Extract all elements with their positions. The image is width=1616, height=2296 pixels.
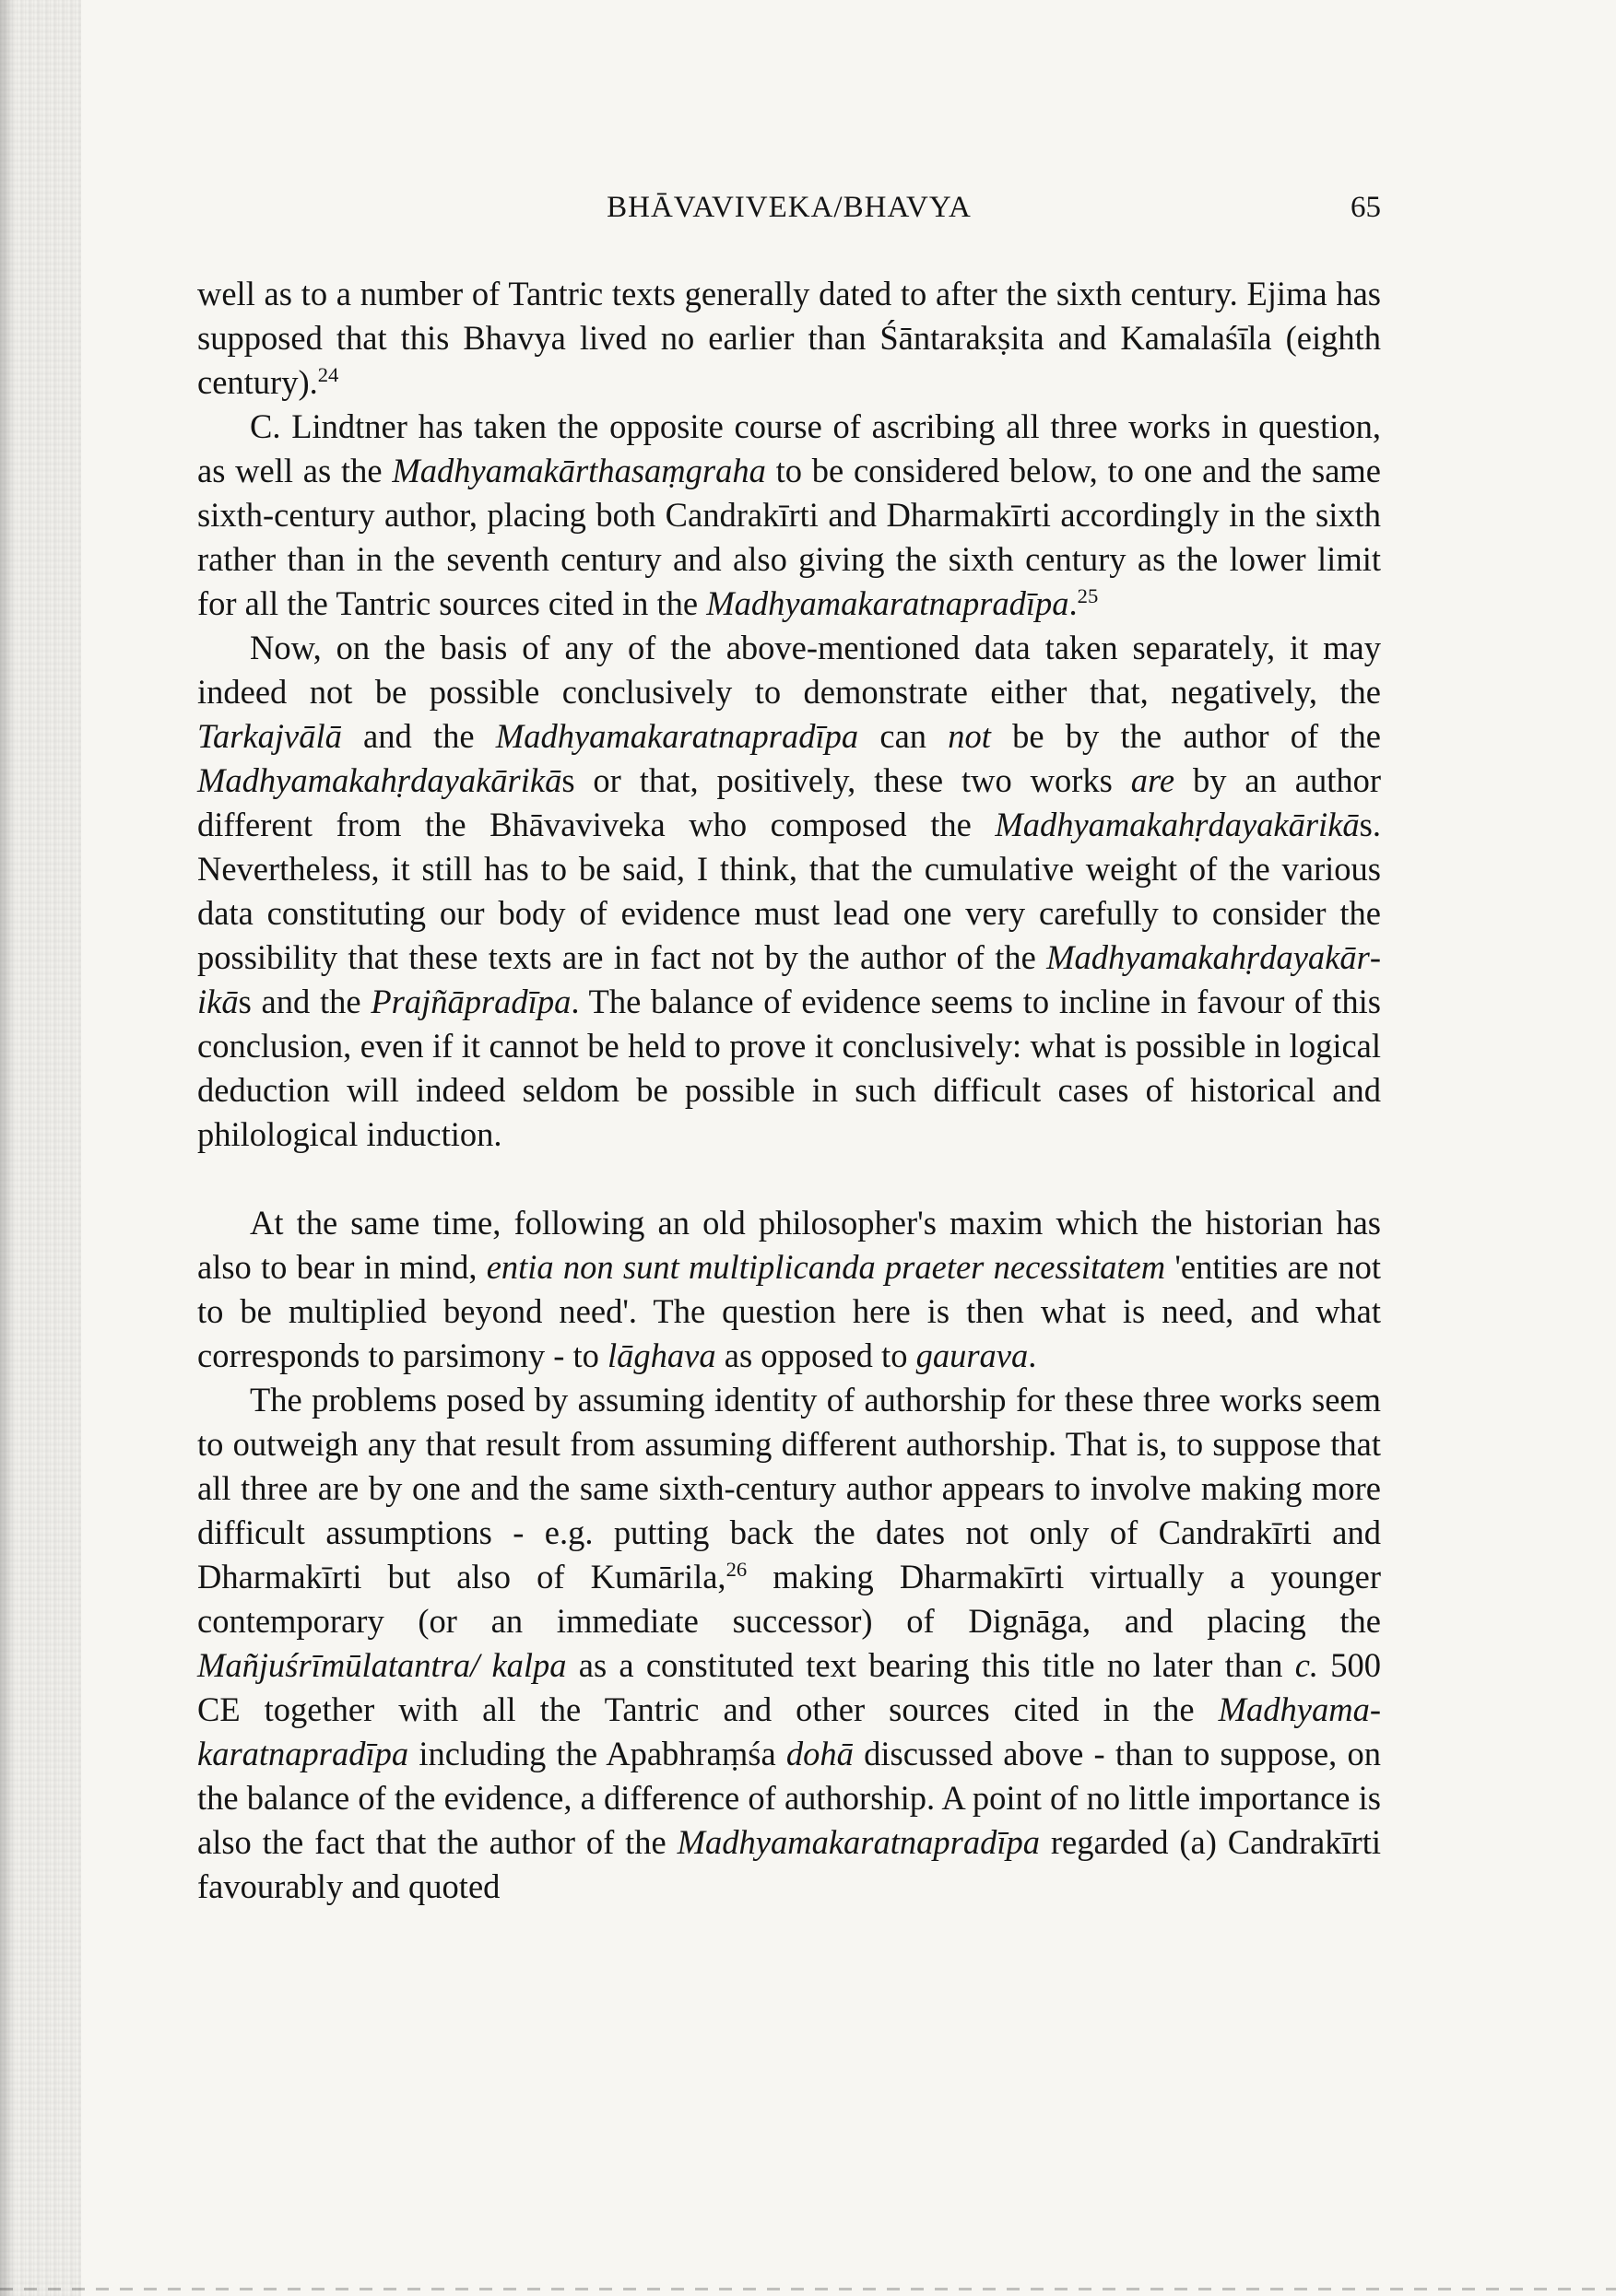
text-run: s. Nevertheless, it still has to be said, I think, that the cumulative weight of the various data constituting our body of evidence must lead one very carefully to consider the possibility that these texts are in fact not by the author of the	[197, 806, 1381, 976]
abbrev-italic: c.	[1294, 1646, 1319, 1684]
emphasis-italic: not	[948, 717, 991, 755]
text-run: can	[858, 717, 949, 755]
title-italic: Madhyamakahṛdayakārikā	[197, 761, 562, 799]
running-head: BHĀVAVIVEKA/BHAVYA	[607, 191, 972, 224]
text-run: s and the	[238, 983, 372, 1020]
text-run: C. Lindtner has taken the opposite course of ascribing all three works in question, as well as the	[197, 407, 1381, 489]
text-run: by an author different from the Bhāvaviveka who composed the	[197, 761, 1382, 843]
text-run: including the Apabhraṃśa	[408, 1735, 786, 1772]
footnote-ref-26: 26	[725, 1557, 748, 1581]
paragraph-2	[197, 405, 1381, 626]
text-run: as opposed to	[715, 1336, 916, 1374]
text-run: . The balance of evidence seems to incline in favour of this conclusion, even if it cannot be held to prove it conclusively: what is possible in logical deduction will indeed seldom be possible in such difficult cases of historical and philological induction.	[197, 983, 1381, 1153]
term-italic: dohā	[785, 1735, 854, 1772]
title-italic: Madhyamakaratnapradīpa	[706, 584, 1069, 622]
text-run: 'entities are not to be multiplied beyond need'. The question here is then what is need, and what corresponds to parsimony - to	[197, 1248, 1381, 1374]
text-run: to be considered below, to one and the same sixth-century author, placing both Candrakīrti and Dharmakīrti accordingly in the sixth rather than in the seventh century and also giving the sixth century as the lower limit for all the Tantric sources cited in the	[197, 452, 1382, 622]
page-header	[197, 191, 1381, 235]
text-run: s or that, positively, these two works	[561, 761, 1131, 799]
text-run: making Dharmakīrti virtually a younger contemporary (or an immediate successor) of Dignāga, and placing the	[197, 1558, 1381, 1640]
footnote-ref-24: 24	[317, 362, 339, 386]
body-text	[197, 272, 1381, 1909]
text-run: as a constituted text bearing this title no later than	[566, 1646, 1295, 1684]
text-run: .	[1068, 584, 1078, 622]
latin-maxim-italic: entia non sunt multiplicanda praeter necessitatem	[486, 1248, 1166, 1286]
paragraph-5	[197, 1378, 1381, 1909]
text-run: Now, on the basis of any of the above-mentioned data taken separately, it may indeed not be possible conclusively to demonstrate either that, negatively, the	[197, 629, 1381, 711]
title-italic: Madhyamakaratnapradīpa	[495, 717, 859, 755]
title-italic: Prajñāpradīpa	[371, 983, 572, 1020]
text-run: be by the author of the	[990, 717, 1381, 755]
title-italic: Madhyamakārthasaṃgraha	[392, 452, 766, 489]
text-run: and the	[341, 717, 496, 755]
paragraph-4	[197, 1201, 1381, 1378]
paragraph-3	[197, 626, 1381, 1157]
footnote-ref-25: 25	[1077, 583, 1099, 607]
paragraph-1	[197, 272, 1381, 405]
title-italic: Madhyamakaratnapradīpa	[197, 1690, 1381, 1772]
text-run: 500 CE together with all the Tantric and other sources cited in the	[197, 1646, 1381, 1728]
title-italic: Madhyamakahṛdayakārikā	[995, 806, 1360, 843]
title-italic: Tarkajvālā	[197, 717, 342, 755]
scan-binding-edge	[0, 0, 81, 2296]
title-italic: Madhyamakaratnapradīpa	[677, 1823, 1040, 1861]
term-italic: gaurava	[915, 1336, 1029, 1374]
title-italic: Mañjuśrīmūlatantra/ kalpa	[197, 1646, 567, 1684]
term-italic: lāghava	[607, 1336, 716, 1374]
text-run: .	[1028, 1336, 1037, 1374]
title-italic: Madhyamakahṛdayakārikā	[197, 938, 1381, 1020]
text-run: discussed above - than to suppose, on the balance of the evidence, a difference of authorship. A point of no little importance is also the fact that the author of the	[197, 1735, 1381, 1861]
text-run: The problems posed by assuming identity of authorship for these three works seem to outweigh any that result from assuming different authorship. That is, to suppose that all three are by one and the same sixth-century author appears to involve making more difficult assumptions - e.g. putting back the dates not only of Candrakīrti and Dharmakīrti but also of Kumārila,	[197, 1381, 1381, 1595]
page-number: 65	[1351, 191, 1381, 224]
text-run: regarded (a) Candrakīrti favourably and quoted	[197, 1823, 1381, 1905]
text-run: At the same time, following an old philosopher's maxim which the historian has also to bear in mind,	[197, 1204, 1381, 1286]
emphasis-italic: are	[1130, 761, 1175, 799]
scan-bottom-edge	[0, 2288, 1616, 2290]
text-run: well as to a number of Tantric texts generally dated to after the sixth century. Ejima has supposed that this Bhavya lived no earlier than Śāntarakṣita and Kamalaśīla (eighth century).	[197, 275, 1381, 401]
